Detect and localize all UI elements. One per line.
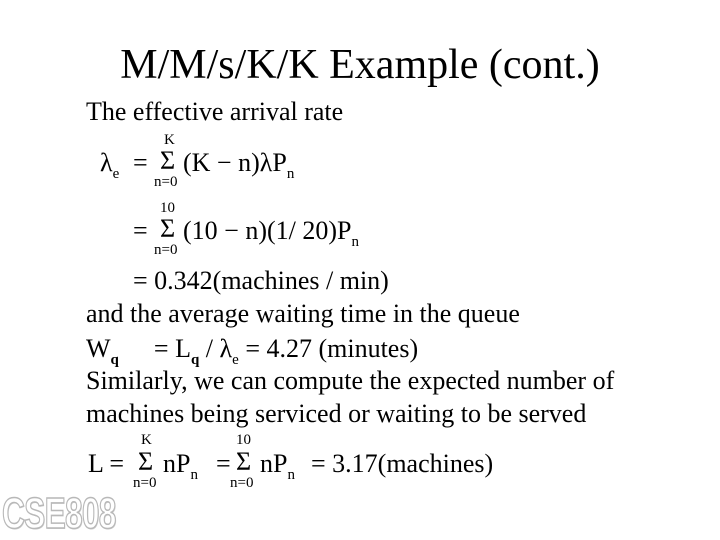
sum-lower-limit-1: n=0	[154, 174, 178, 190]
equation-1-body: $(K - n)\lambda P_n$	[183, 148, 295, 182]
equation-2-body: (10 − n)(1/ $20)P_n$	[183, 216, 359, 250]
sigma-symbol-2: Σ	[160, 214, 176, 243]
sum-lower-limit-2: n=0	[154, 242, 178, 258]
sum-lower-limit-3: n=0	[133, 475, 157, 491]
equals-sign-2: =	[133, 216, 148, 245]
equation-3: = 0.342(machines / min)	[133, 266, 389, 295]
sigma-symbol-4: Σ	[236, 447, 252, 476]
equals-sign-1: =	[133, 148, 148, 177]
wq-formula: $W_q = L_q / \lambda_e = 4.27$ (minutes)	[86, 334, 419, 368]
sum-term-2: $nP_n$	[260, 449, 295, 483]
sum-upper-limit-1: K	[164, 132, 175, 148]
text-average-waiting-time: and the average waiting time in the queue	[86, 299, 520, 328]
sigma-symbol-1: Σ	[160, 146, 176, 175]
sum-upper-limit-4: 10	[236, 432, 251, 448]
sigma-symbol-3: Σ	[138, 447, 154, 476]
lambda-e-symbol: $\lambda_e$	[100, 148, 120, 182]
equation-4-result: = 3.17(machines)	[311, 449, 494, 478]
sum-lower-limit-4: n=0	[230, 475, 254, 491]
sum-upper-limit-2: 10	[160, 200, 175, 216]
text-similarly: Similarly, we can compute the expected number of	[86, 366, 615, 395]
slide-title: M/M/s/K/K Example (cont.)	[120, 42, 600, 88]
text-machines-being-serviced: machines being serviced or waiting to be served	[86, 399, 587, 428]
text-effective-arrival-rate: The effective arrival rate	[86, 97, 344, 126]
l-equals: L =	[88, 449, 125, 478]
cse808-logo: CSE808	[2, 489, 116, 538]
sum-term-1: $nP_n$	[163, 449, 198, 483]
sum-upper-limit-3: K	[141, 432, 152, 448]
equals-sign-4: =	[216, 449, 231, 478]
